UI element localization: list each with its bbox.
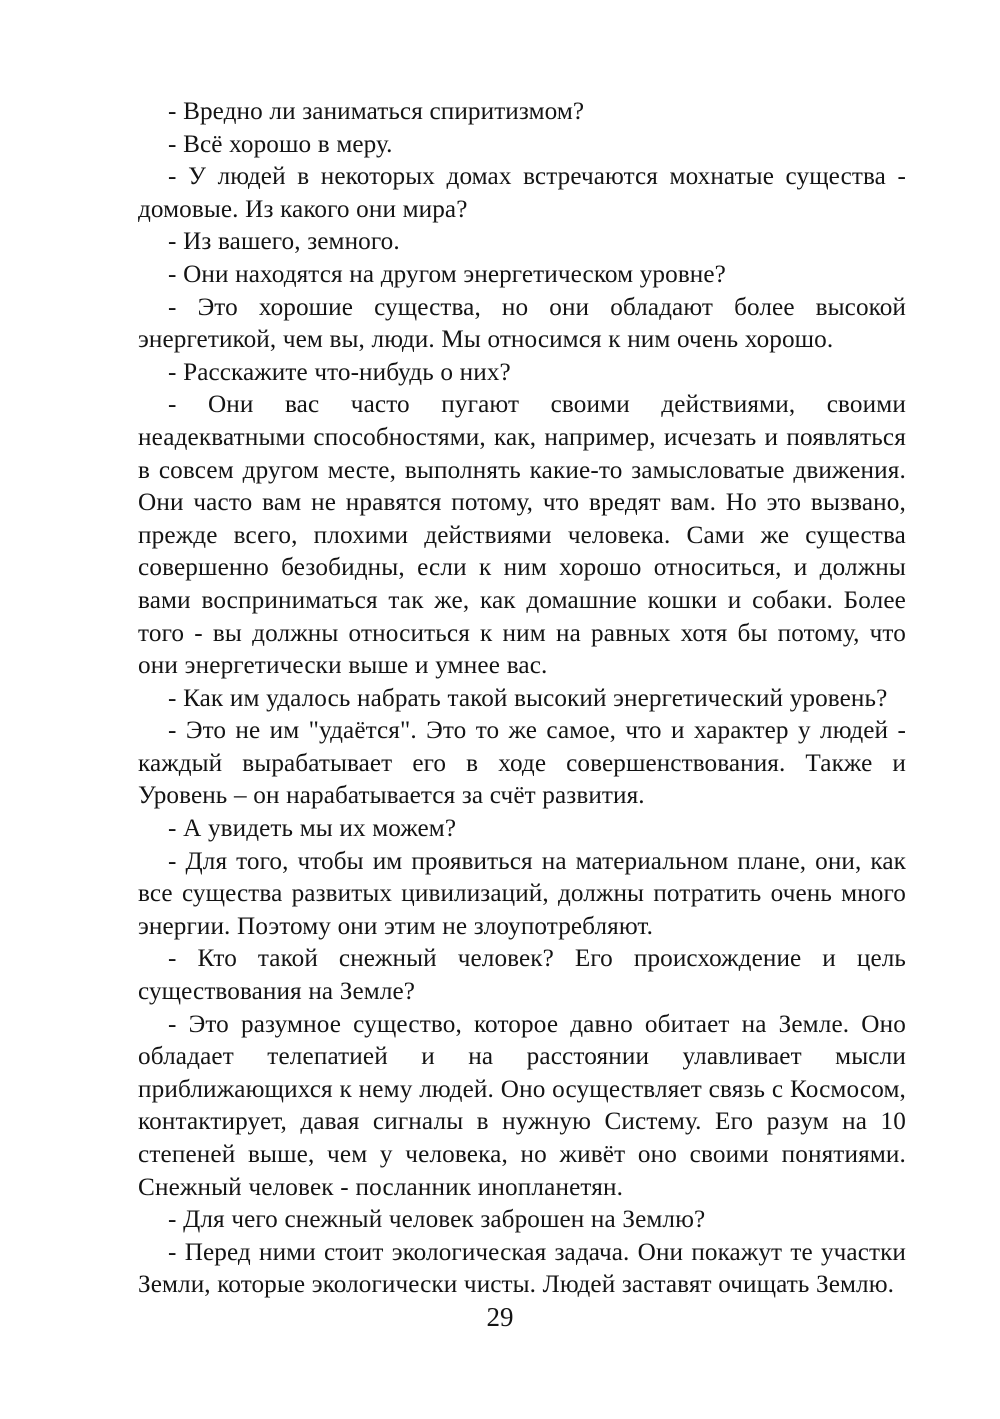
page-number: 29 [486,1302,514,1332]
paragraph: - Это не им "удаётся". Это то же самое, что и характер у людей - каждый вырабатывает его в ходе совершенствования. Также и Уровень – он нарабатывается за счёт развития. [138,717,906,810]
paragraph: - А увидеть мы их можем? [168,815,457,843]
paragraph: - Как им удалось набрать такой высокий энергетический уровень? [168,684,888,712]
paragraph: - Они находятся на другом энергетическом уровне? [168,260,726,288]
paragraph: - Кто такой снежный человек? Его происхождение и цель существования на Земле? [138,945,906,1006]
paragraph: - Для чего снежный человек заброшен на Землю? [168,1206,706,1234]
paragraph: - У людей в некоторых домах встречаются мохнатые существа - домовые. Из какого они мира? [138,163,906,223]
paragraph: - Это хорошие существа, но они обладают более высокой энергетикой, чем вы, люди. Мы относимся к ним очень хорошо. [138,293,906,354]
paragraph: - Для того, чтобы им проявиться на материальном плане, они, как все существа развитых цивилизаций, должны потратить очень много энергии. Поэтому они этим не злоупотребляют. [138,847,906,940]
paragraph: - Всё хорошо в меру. [168,130,393,158]
paragraph: - Из вашего, земного. [168,228,400,256]
body-text-column [138,96,906,1302]
paragraph: - Вредно ли заниматься спиритизмом? [168,98,585,125]
paragraph: - Они вас часто пугают своими действиями, своими неадекватными способностями, как, например, исчезать и появляться в совсем другом месте, выполнять какие-то замысловатые движения. Они часто вам не нравятся потому, что вредят вам. Но это вызвано, прежде всего, плохими действиями человека. Сами же существа совершенно безобидны, если к ним хорошо относиться, и должны вами восприниматься так же, как домашние кошки и собаки. Более того - вы должны относиться к ним на равных хотя бы потому, что они энергетически выше и умнее вас. [138,391,906,680]
paragraph: - Это разумное существо, которое давно обитает на Земле. Оно обладает телепатией и на расстоянии улавливает мысли приближающихся к нему людей. Оно осуществляет связь с Космосом, контактирует, давая сигналы в нужную Систему. Его разум на 10 степеней выше, чем у человека, но живёт оно своими понятиями. Снежный человек - посланник инопланетян. [138,1010,906,1201]
paragraph: - Расскажите что-нибудь о них? [168,358,511,386]
paragraph: - Перед ними стоит экологическая задача. Они покажут те участки Земли, которые экологически чисты. Людей заставят очищать Землю. [138,1238,906,1299]
